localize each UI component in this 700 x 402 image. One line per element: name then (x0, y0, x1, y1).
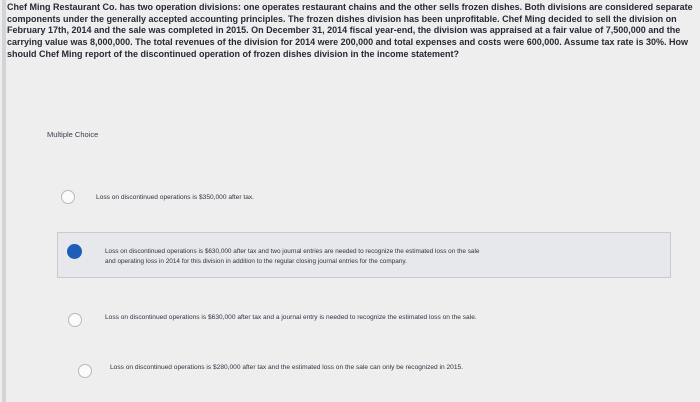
option-1-label: Loss on discontinued operations is $350,000 after tax. (96, 194, 254, 201)
radio-option-3[interactable] (68, 313, 82, 327)
option-4-label: Loss on discontinued operations is $280,000 after tax and the estimated loss on the sale can only be recognized in 2015. (110, 364, 464, 371)
radio-option-2[interactable] (67, 244, 82, 259)
radio-option-4[interactable] (78, 364, 92, 378)
option-3-label: Loss on discontinued operations is $630,000 after tax and a journal entry is needed to recognize the estimated loss on the sale. (105, 314, 477, 321)
option-2-label-line2: and operating loss in 2014 for this division in addition to the regular closing journal entries for the company. (105, 258, 407, 265)
left-rule (2, 0, 6, 402)
option-2-label-line1: Loss on discontinued operations is $630,000 after tax and two journal entries are needed to recognize the estimated loss on the sale (105, 248, 480, 255)
question-text: Chef Ming Restaurant Co. has two operation divisions: one operates restaurant chains and the other sells frozen dishes. Both divisions are considered separate components under the generally accepted accounting principles. The frozen dishes division has been unprofitable. Chef Ming decided to sell the division on February 17th, 2014 and the sale was completed in 2015. On December 31, 2014 fiscal year-end, the division was appraised at a fair value of 7,500,000 and the carrying value was 8,000,000. The total revenues of the division for 2014 were 200,000 and total expenses and costs were 600,000. Assume tax rate is 30%. How should Chef Ming report of the discontinued operation of frozen dishes division in the income statement? (7, 2, 693, 59)
option-2-label (105, 247, 479, 267)
option-2[interactable] (57, 232, 671, 278)
section-label: Multiple Choice (47, 130, 99, 139)
radio-option-1[interactable] (61, 190, 75, 204)
